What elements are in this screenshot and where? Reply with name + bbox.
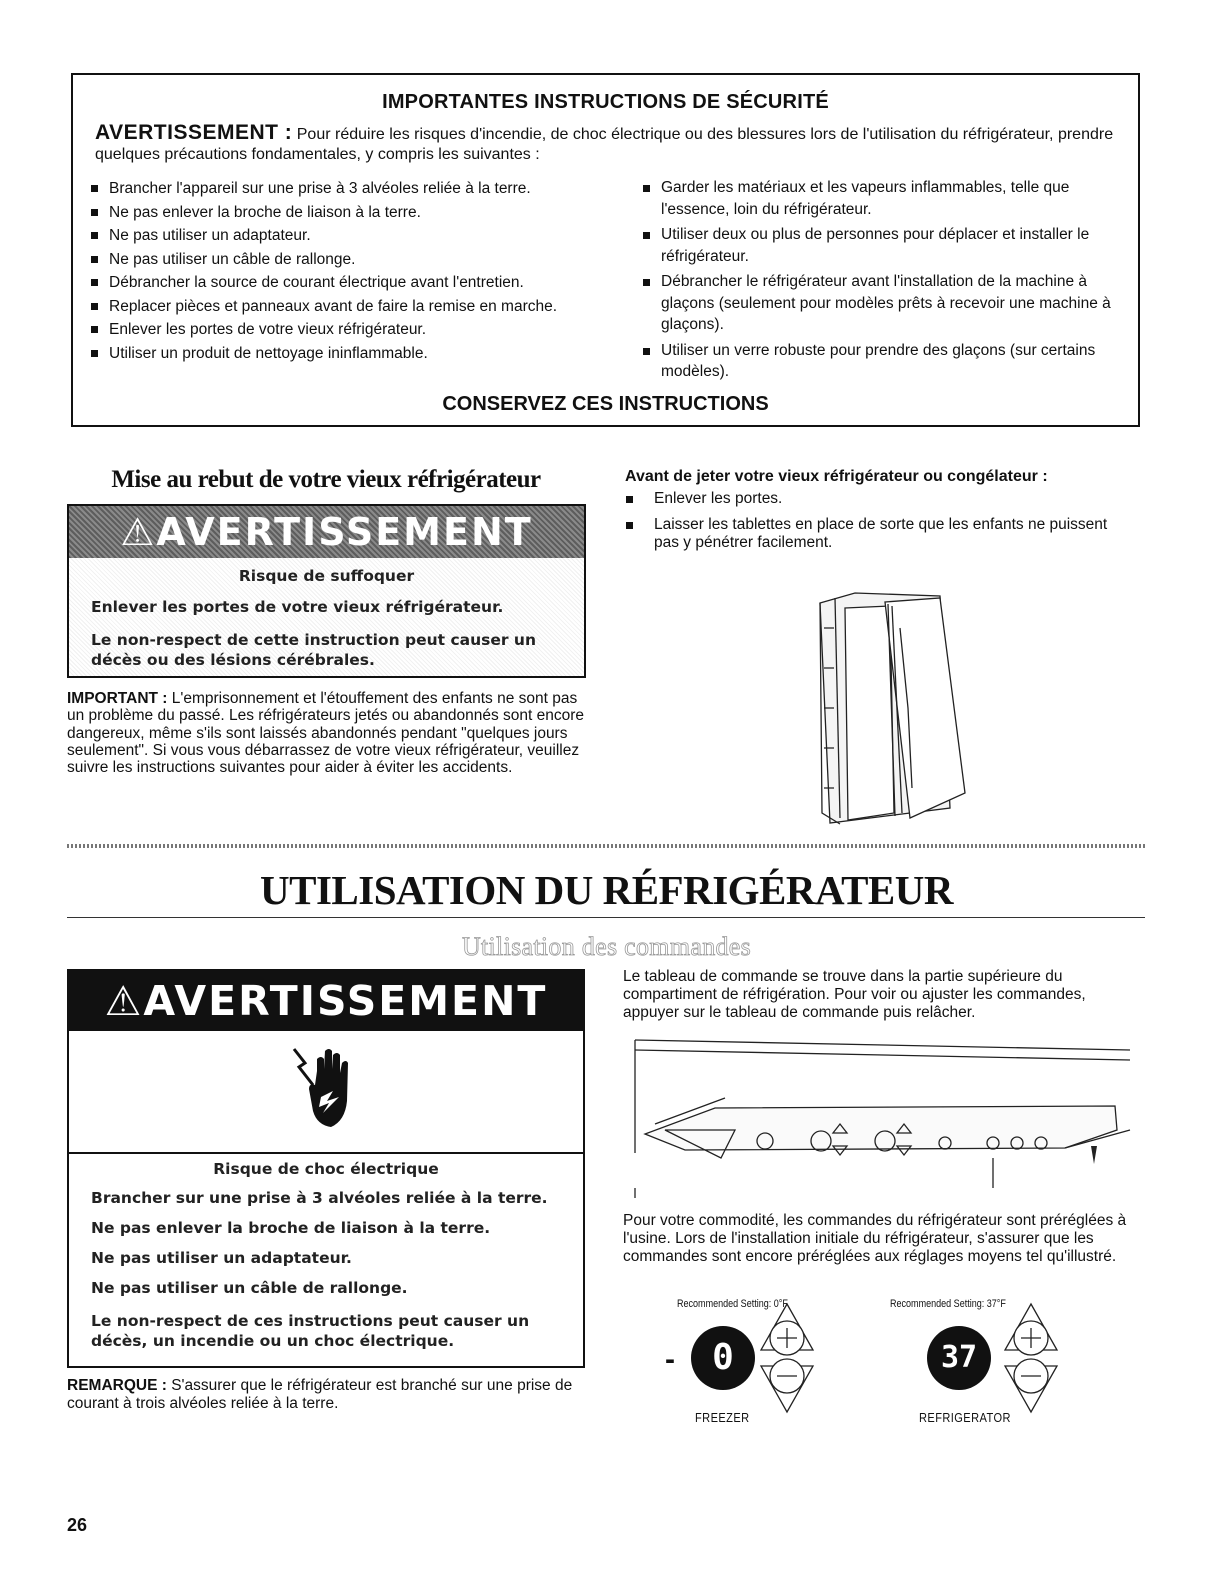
hazard-title: Risque de choc électrique [213, 1160, 439, 1178]
electric-shock-hand-icon [291, 1041, 361, 1141]
safety-right-list [639, 177, 1129, 387]
page-number: 26 [67, 1515, 88, 1535]
list-item: Enlever les portes de votre vieux réfrigérateur. [87, 318, 632, 342]
controls-paragraph: Le tableau de commande se trouve dans la partie supérieure du compartiment de réfrigération. Pour voir ou ajuster les commandes, appuyer sur le tableau de commande puis relâcher. [623, 968, 1086, 1021]
remarque-text: S'assurer que le réfrigérateur est branché sur une prise de courant à trois alvéoles reliée à la terre. [67, 1377, 573, 1412]
warning-line: Ne pas utiliser un adaptateur. [91, 1249, 352, 1267]
warning-banner: ⚠AVERTISSEMENT [69, 506, 584, 558]
important-label: IMPORTANT : [67, 690, 168, 707]
temperature-settings-illustration [665, 1298, 1105, 1448]
warning-line: Enlever les portes de votre vieux réfrigérateur. [91, 598, 504, 616]
refrigerator-adjust-arrows [1001, 1298, 1061, 1418]
remarque-label: REMARQUE : [67, 1377, 167, 1394]
warning-line: Brancher sur une prise à 3 alvéoles reliée à la terre. [91, 1189, 548, 1207]
warning-line: Le non-respect de cette instruction peut causer un décès ou des lésions cérébrales. [91, 631, 536, 669]
refrigerator-display: 37 [927, 1326, 991, 1390]
control-panel-illustration [625, 1038, 1135, 1198]
sub-title: Utilisation des commandes [461, 932, 752, 961]
safety-title: IMPORTANTES INSTRUCTIONS DE SÉCURITÉ [382, 91, 829, 113]
warning-line: Ne pas utiliser un câble de rallonge. [91, 1279, 408, 1297]
safety-intro-text: Pour réduire les risques d'incendie, de choc électrique ou des blessures lors de l'utilisation du réfrigérateur, prendre quelques précautions fondamentales, y compris les suivantes : [95, 126, 1114, 163]
list-item: Débrancher le réfrigérateur avant l'installation de la machine à glaçons (seulement pour modèles prêts à recevoir une machine à glaçons). [639, 271, 1129, 336]
disposal-title: Mise au rebut de votre vieux réfrigérateur [111, 466, 541, 493]
before-disposal-list [622, 490, 1122, 560]
warning-line: Le non-respect de ces instructions peut causer un décès, un incendie ou un choc électrique. [91, 1312, 530, 1350]
shock-icon-area [69, 1031, 583, 1154]
remarque-paragraph [67, 1377, 597, 1412]
freezer-display: 0 [691, 1326, 755, 1390]
freezer-adjust-arrows [757, 1298, 817, 1418]
refrigerator-label: REFRIGERATOR [919, 1410, 1011, 1425]
before-disposal-title: Avant de jeter votre vieux réfrigérateur ou congélateur : [625, 468, 1048, 485]
freezer-recommended-setting: Recommended Setting: 0°F [677, 1298, 788, 1310]
list-item: Enlever les portes. [622, 490, 1122, 508]
safety-left-list [87, 177, 632, 365]
suffocation-warning-box [67, 504, 586, 678]
list-item: Ne pas utiliser un adaptateur. [87, 224, 632, 248]
fridge-doors-open-illustration [800, 588, 980, 828]
refrigerator-recommended-setting: Recommended Setting: 37°F [890, 1298, 1006, 1310]
list-item: Débrancher la source de courant électrique avant l'entretien. [87, 271, 632, 295]
controls-paragraph: Pour votre commodité, les commandes du réfrigérateur sont préréglées à l'usine. Lors de l'installation initiale du réfrigérateur, s'assurer que les commandes sont encore préréglées aux réglages moyens tel qu'illustré. [623, 1212, 1127, 1265]
list-item: Utiliser un produit de nettoyage ininflammable. [87, 342, 632, 366]
list-item: Brancher l'appareil sur une prise à 3 alvéoles reliée à la terre. [87, 177, 632, 201]
important-paragraph [67, 690, 592, 776]
hazard-title: Risque de suffoquer [238, 567, 415, 585]
section-divider [67, 917, 1145, 918]
warning-word: AVERTISSEMENT : [95, 121, 293, 144]
safety-footer: CONSERVEZ CES INSTRUCTIONS [442, 393, 769, 415]
safety-instructions-box [71, 73, 1140, 427]
freezer-label: FREEZER [695, 1410, 750, 1425]
important-text: L'emprisonnement et l'étouffement des enfants ne sont pas un problème du passé. Les réfrigérateurs jetés ou abandonnés sont encore dangereux, même s'ils sont laissés abandonnés pendant "quelques jours seulement". Si vous vous débarrassez de votre vieux réfrigérateur, veuillez suivre les instructions suivantes pour aider à éviter les accidents. [67, 690, 585, 777]
list-item: Ne pas utiliser un câble de rallonge. [87, 248, 632, 272]
list-item: Replacer pièces et panneaux avant de faire la remise en marche. [87, 295, 632, 319]
safety-intro [95, 123, 1115, 165]
list-item: Utiliser deux ou plus de personnes pour déplacer et installer le réfrigérateur. [639, 224, 1129, 267]
freezer-minus-sign: - [665, 1343, 675, 1376]
list-item: Laisser les tablettes en place de sorte que les enfants ne puissent pas y pénétrer facilement. [622, 516, 1122, 552]
electric-shock-warning-box [67, 969, 585, 1368]
list-item: Utiliser un verre robuste pour prendre des glaçons (sur certains modèles). [639, 340, 1129, 383]
warning-line: Ne pas enlever la broche de liaison à la terre. [91, 1219, 491, 1237]
section-title: UTILISATION DU RÉFRIGÉRATEUR [260, 867, 953, 913]
warning-banner: ⚠AVERTISSEMENT [69, 971, 583, 1031]
dotted-divider [67, 844, 1145, 848]
list-item: Garder les matériaux et les vapeurs inflammables, telle que l'essence, loin du réfrigérateur. [639, 177, 1129, 220]
list-item: Ne pas enlever la broche de liaison à la terre. [87, 201, 632, 225]
